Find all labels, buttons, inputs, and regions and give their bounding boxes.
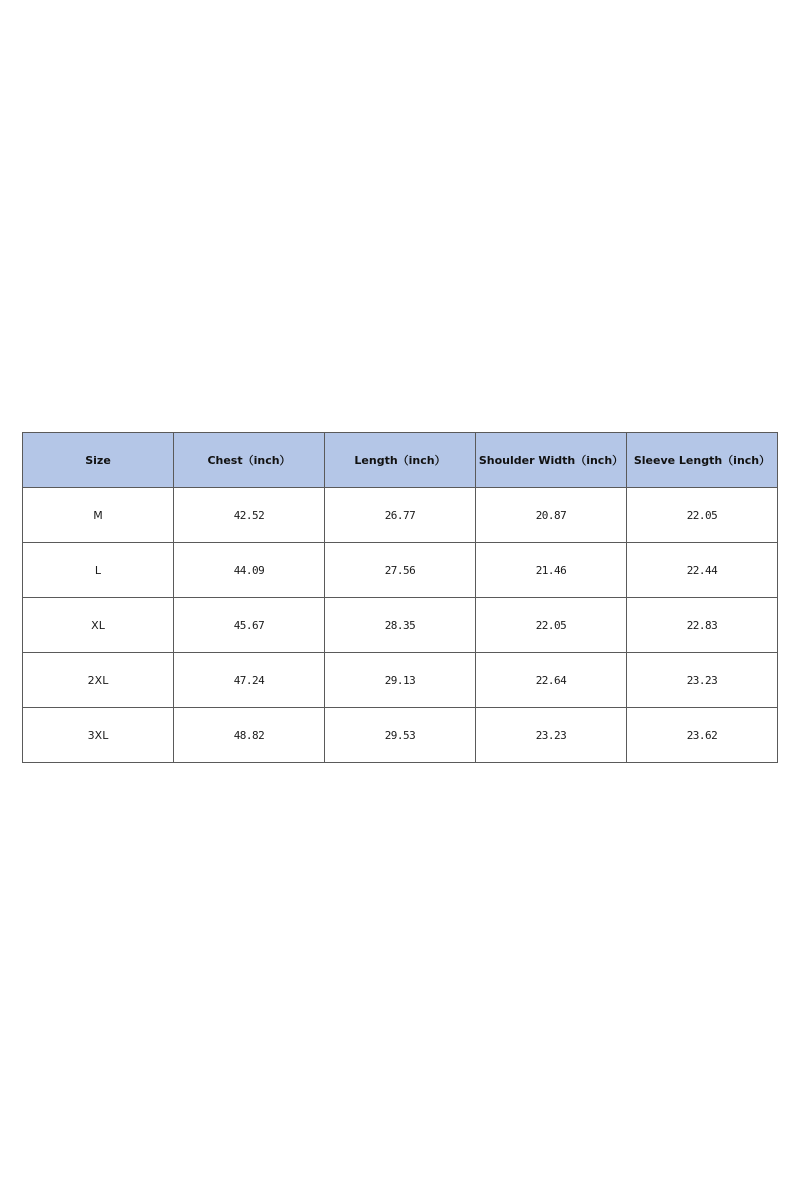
- table-row: [23, 653, 778, 708]
- header-row: [23, 433, 778, 488]
- sleeve-length-cell: 22.83: [627, 598, 778, 653]
- size-cell: 3XL: [23, 708, 174, 763]
- chest-cell: 42.52: [174, 488, 325, 543]
- header-length: Length（inch）: [325, 433, 476, 488]
- shoulder-width-cell: 21.46: [476, 543, 627, 598]
- length-cell: 27.56: [325, 543, 476, 598]
- table-row: [23, 543, 778, 598]
- chest-cell: 44.09: [174, 543, 325, 598]
- length-cell: 29.53: [325, 708, 476, 763]
- shoulder-width-cell: 22.64: [476, 653, 627, 708]
- size-cell: XL: [23, 598, 174, 653]
- table-header: [23, 433, 778, 488]
- shoulder-width-cell: 22.05: [476, 598, 627, 653]
- size-chart-table: [22, 432, 778, 763]
- sleeve-length-cell: 22.05: [627, 488, 778, 543]
- table-row: [23, 488, 778, 543]
- shoulder-width-cell: 20.87: [476, 488, 627, 543]
- size-cell: M: [23, 488, 174, 543]
- sleeve-length-cell: 22.44: [627, 543, 778, 598]
- sleeve-length-cell: 23.23: [627, 653, 778, 708]
- header-shoulder-width: Shoulder Width（inch）: [476, 433, 627, 488]
- header-size: Size: [23, 433, 174, 488]
- shoulder-width-cell: 23.23: [476, 708, 627, 763]
- table-row: [23, 598, 778, 653]
- sleeve-length-cell: 23.62: [627, 708, 778, 763]
- chest-cell: 47.24: [174, 653, 325, 708]
- table-body: [23, 488, 778, 763]
- chest-cell: 48.82: [174, 708, 325, 763]
- size-cell: 2XL: [23, 653, 174, 708]
- length-cell: 29.13: [325, 653, 476, 708]
- header-chest: Chest（inch）: [174, 433, 325, 488]
- table-row: [23, 708, 778, 763]
- length-cell: 26.77: [325, 488, 476, 543]
- chest-cell: 45.67: [174, 598, 325, 653]
- header-sleeve-length: Sleeve Length（inch）: [627, 433, 778, 488]
- size-cell: L: [23, 543, 174, 598]
- length-cell: 28.35: [325, 598, 476, 653]
